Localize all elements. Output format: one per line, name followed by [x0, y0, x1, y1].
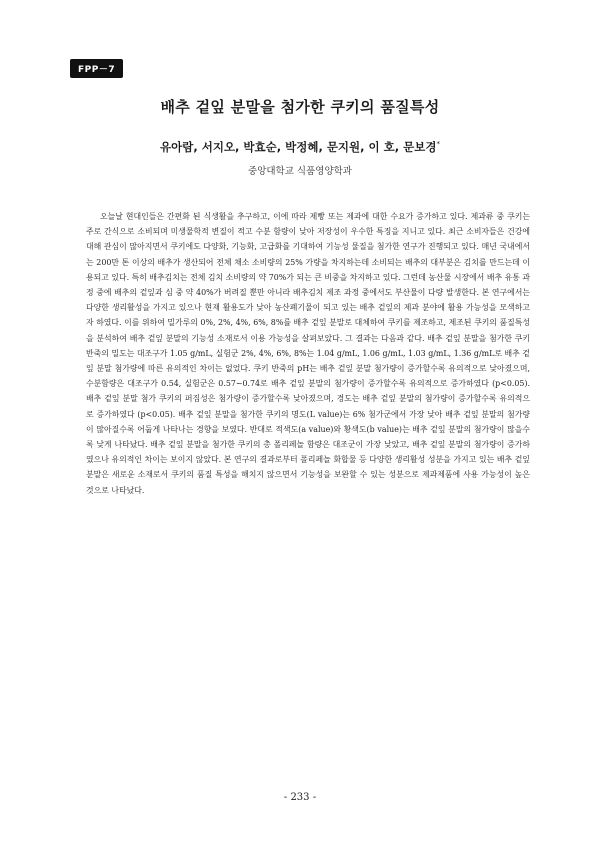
abstract-body: 오늘날 현대인들은 간편화 된 식생활을 추구하고, 이에 따라 제빵 또는 제과에 대한 수요가 증가하고 있다. 제과류 중 쿠키는 주로 간식으로 소비되며 미생물학적 변질이 적고 수분 함량이 낮아 저장성이 우수한 특징을 지니고 있다. 최근 소비자들은 건강에 대해 관심이 많아지면서 쿠키에도 다양화, 기능화, 고급화를 기대하여 기능성 물질을 첨가한 연구가 진행되고 있다. 매년 국내에서는 200만 톤 이상의 배추가 생산되어 전체 채소 소비량의 25% 가량을 차지하는데 소비되는 배추의 대부분은 김치를 만드는데 이용되고 있다. 특히 배추김치는 전체 김치 소비량의 약 70%가 되는 큰 비중을 차지하고 있다. 그런데 농산물 시장에서 배추 유통 과정 중에 배추의 겉잎과 심 중 약 40%가 버려질 뿐만 아니라 배추김치 제조 과정 중에서도 부산물이 다량 발생한다. 본 연구에서는 다양한 생리활성을 가지고 있으나 현재 활용도가 낮아 농산폐기물이 되고 있는 배추 겉잎의 제과 분야에 활용 가능성을 모색하고자 하였다. 이를 위하여 밀가루의 0%, 2%, 4%, 6%, 8%를 배추 겉잎 분말로 대체하여 쿠키를 제조하고, 제조된 쿠키의 품질특성을 분석하여 배추 겉잎 분말의 기능성 소재로서 이용 가능성을 살펴보았다. 그 결과는 다음과 같다. 배추 겉잎 분말을 첨가한 쿠키 반죽의 밀도는 대조구가 1.05 g/mL, 실험군 2%, 4%, 6%, 8%는 1.04 g/mL, 1.06 g/mL, 1.03 g/mL, 1.36 g/mL로 배추 겉잎 분말 첨가량에 따른 유의적인 차이는 없었다. 쿠키 반죽의 pH는 배추 겉잎 분말 첨가량이 증가할수록 유의적으로 낮아졌으며, 수분함량은 대조구가 0.54, 실험군은 0.57∼0.74로 배추 겉잎 분말의 첨가량이 증가할수록 유의적으로 증가하였다 (p<0.05). 배추 겉잎 분말 첨가 쿠키의 퍼짐성은 첨가량이 증가할수록 낮아졌으며, 경도는 배추 겉잎 분말의 첨가량이 증가할수록 유의적으로 증가하였다 (p<0.05). 배추 겉잎 분말을 첨가한 쿠키의 명도(L value)는 6% 첨가군에서 가장 낮아 배추 겉잎 분말의 첨가량이 많아질수록 어둡게 나타나는 경향을 보였다. 반대로 적색도(a value)와 황색도(b value)는 배추 겉잎 분말의 첨가량이 많을수록 낮게 나타났다. 배추 겉잎 분말을 첨가한 쿠키의 총 폴리페놀 함량은 대조군이 가장 낮았고, 배추 겉잎 분말의 첨가량이 증가하였으나 유의적인 차이는 보이지 않았다. 본 연구의 결과로부터 폴리페놀 화합물 등 다양한 생리활성 성분을 가지고 있는 배추 겉잎 분말은 새로운 소재로서 쿠키의 품질 특성을 해치지 않으면서 기능성을 보완할 수 있는 성분으로 제과제품에 사용 가능성이 높은 것으로 나타났다.: [86, 212, 530, 495]
corresponding-author-mark: *: [436, 140, 440, 149]
page-number: - 233 -: [283, 792, 317, 803]
author-names: 유아람, 서지오, 박효순, 박정혜, 문지원, 이 호, 문보경: [160, 140, 437, 154]
session-code-badge: FPP－7: [70, 59, 123, 78]
author-list: [0, 139, 600, 155]
affiliation: 중앙대학교 식품영양학과: [248, 166, 352, 177]
paper-title: 배추 겉잎 분말을 첨가한 쿠키의 품질특성: [160, 98, 440, 116]
